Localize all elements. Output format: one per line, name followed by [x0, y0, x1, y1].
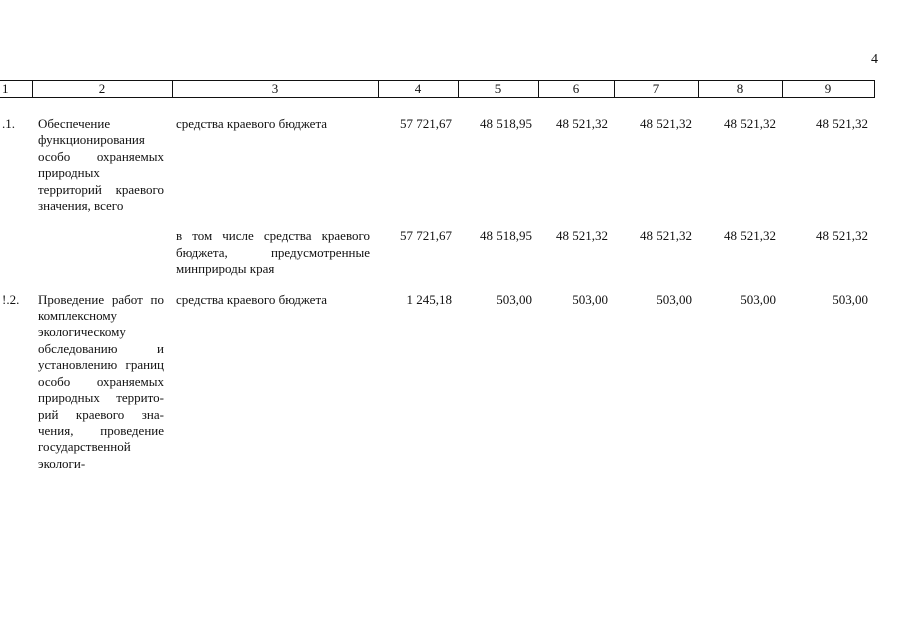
value-cell: 48 521,32 — [556, 228, 608, 244]
value-cell: 48 521,32 — [724, 116, 776, 131]
table-row — [0, 228, 874, 277]
header-col-1: 1 — [0, 81, 32, 98]
value-cell: 48 521,32 — [816, 228, 868, 244]
table-row — [0, 116, 874, 214]
value-cell: 48 518,95 — [480, 116, 532, 131]
header-col-9: 9 — [782, 81, 874, 98]
activity-name: Обеспечение функционирования особо охраняемых природных территорий краевого значения, всего — [38, 116, 164, 214]
page-number: 4 — [871, 52, 878, 67]
value-cell: 503,00 — [572, 291, 608, 307]
funding-source: средства краевого бюджета — [176, 116, 328, 131]
value-cell: 48 521,32 — [556, 116, 608, 131]
value-cell: 1 245,18 — [406, 291, 452, 307]
row-number: !.2. — [2, 291, 20, 307]
value-cell: 503,00 — [832, 291, 868, 307]
row-number: .1. — [2, 116, 15, 131]
value-cell: 48 521,32 — [816, 116, 868, 131]
column-number-header — [0, 80, 875, 98]
header-col-4: 4 — [378, 81, 458, 98]
row-number — [0, 228, 32, 277]
header-col-2: 2 — [32, 81, 172, 98]
value-cell: 503,00 — [496, 291, 532, 307]
value-cell: 48 518,95 — [480, 228, 532, 244]
funding-source: в том числе средства краевого бюджета, предусмотренные минприроды края — [176, 228, 370, 277]
value-cell: 57 721,67 — [400, 228, 452, 244]
activity-name: Проведение работ по комплексному экологическому обследованию и установлению границ особо охраняемых природных территорий краевого значения, проведение государственной экологи- — [38, 291, 164, 471]
funding-source: средства краевого бюджета — [176, 291, 328, 307]
header-col-7: 7 — [614, 81, 698, 98]
table-row — [0, 292, 874, 472]
header-col-3: 3 — [172, 81, 378, 98]
value-cell: 503,00 — [656, 291, 692, 307]
value-cell: 48 521,32 — [640, 228, 692, 244]
header-col-6: 6 — [538, 81, 614, 98]
activity-name — [32, 228, 172, 277]
value-cell: 503,00 — [740, 291, 776, 307]
value-cell: 48 521,32 — [724, 228, 776, 244]
value-cell: 57 721,67 — [400, 116, 452, 131]
budget-table — [0, 116, 874, 472]
header-col-5: 5 — [458, 81, 538, 98]
header-col-8: 8 — [698, 81, 782, 98]
value-cell: 48 521,32 — [640, 116, 692, 131]
